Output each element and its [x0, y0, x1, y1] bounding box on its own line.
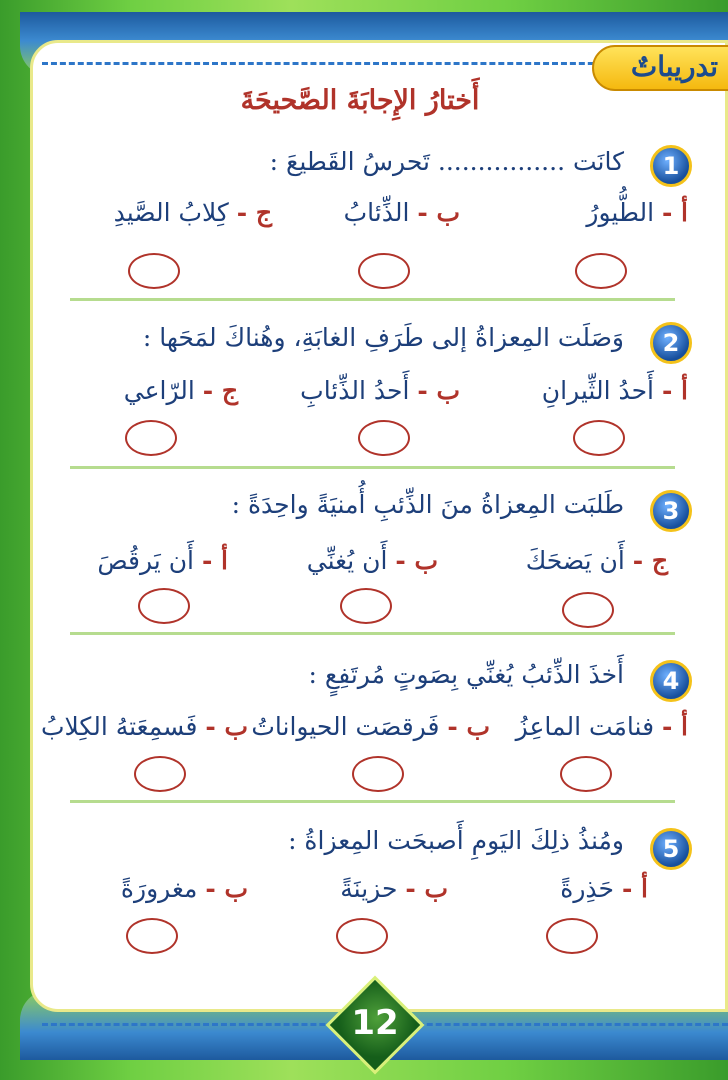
answer-circle[interactable] [562, 592, 614, 628]
q3-option-c[interactable] [526, 546, 668, 575]
answer-circle[interactable] [352, 756, 404, 792]
answer-circle[interactable] [134, 756, 186, 792]
option-text: فَرقصَت الحيواناتُ [251, 712, 440, 741]
page-heading: أَختارُ الإِجابَةَ الصَّحيحَةَ [240, 85, 480, 116]
q4-option-b[interactable] [251, 712, 490, 741]
option-text: كِلابُ الصَّيدِ [113, 198, 229, 227]
q2-option-c[interactable] [124, 376, 238, 405]
exercises-badge: تدريباتٌ [592, 45, 728, 91]
q5-option-a[interactable] [560, 874, 648, 903]
option-text: أَن يَضحَكَ [525, 546, 625, 575]
question-text-5: ومُنذُ ذلِكَ اليَومِ أَصبحَت المِعزاةُ : [288, 826, 624, 855]
q4-option-a[interactable] [516, 712, 688, 741]
q1-option-a[interactable] [586, 198, 688, 227]
answer-circle[interactable] [575, 253, 627, 289]
answer-circle[interactable] [138, 588, 190, 624]
answer-circle[interactable] [573, 420, 625, 456]
answer-circle[interactable] [358, 253, 410, 289]
option-letter: ج - [632, 546, 668, 575]
option-letter: أ - [201, 546, 228, 575]
option-letter: ب - [405, 874, 448, 903]
answer-circle[interactable] [126, 918, 178, 954]
option-letter: أ - [661, 376, 688, 405]
option-letter: ج - [236, 198, 272, 227]
option-text: أَحدُ الذِّئابِ [300, 376, 410, 405]
q5-option-c[interactable] [121, 874, 248, 903]
question-text-4: أَخذَ الذِّئبُ يُغنِّي بِصَوتٍ مُرتَفِعٍ : [308, 660, 624, 689]
worksheet-page [30, 40, 728, 1012]
q3-option-a[interactable] [97, 546, 228, 575]
question-number-3: 3 [650, 490, 692, 532]
answer-circle[interactable] [358, 420, 410, 456]
separator [70, 466, 675, 469]
option-letter: ب - [417, 376, 460, 405]
option-text: حَذِرةً [560, 874, 615, 903]
option-text: مغرورَةً [120, 874, 198, 903]
option-letter: ب - [205, 712, 248, 741]
q1-option-c[interactable] [114, 198, 272, 227]
option-text: أَحدُ الثِّيرانِ [541, 376, 655, 405]
option-letter: أ - [661, 198, 688, 227]
q3-option-b[interactable] [307, 546, 438, 575]
option-letter: ج - [202, 376, 238, 405]
option-text: الطُّيورُ [586, 198, 655, 227]
separator [70, 800, 675, 803]
option-letter: ب - [447, 712, 490, 741]
answer-circle[interactable] [125, 420, 177, 456]
answer-circle[interactable] [560, 756, 612, 792]
question-text-1: كانَت ................ تَحرسُ القَطيعَ : [269, 147, 624, 176]
option-letter: أ - [661, 712, 688, 741]
question-number-5: 5 [650, 828, 692, 870]
q2-option-b[interactable] [300, 376, 460, 405]
page-number: 12 [351, 1003, 399, 1043]
separator [70, 632, 675, 635]
option-text: حزينَةً [340, 874, 398, 903]
answer-circle[interactable] [340, 588, 392, 624]
answer-circle[interactable] [546, 918, 598, 954]
answer-circle[interactable] [336, 918, 388, 954]
option-letter: ب - [417, 198, 460, 227]
q4-option-c[interactable] [41, 712, 248, 741]
question-text-2: وَصَلَت المِعزاةُ إلى طَرَفِ الغابَةِ، وهُناكَ لمَحَها : [142, 323, 624, 352]
separator [70, 298, 675, 301]
question-number-4: 4 [650, 660, 692, 702]
option-text: الذِّئابُ [343, 198, 410, 227]
question-number-1: 1 [650, 145, 692, 187]
option-letter: أ - [621, 874, 648, 903]
option-text: فنامَت الماعِزُ [515, 712, 655, 741]
answer-circle[interactable] [128, 253, 180, 289]
q5-option-b[interactable] [340, 874, 448, 903]
option-letter: ب - [395, 546, 438, 575]
option-text: الرّاعي [123, 376, 195, 405]
q2-option-a[interactable] [542, 376, 688, 405]
option-letter: ب - [205, 874, 248, 903]
q1-option-b[interactable] [344, 198, 460, 227]
question-text-3: طَلبَت المِعزاةُ منَ الذِّئبِ أُمنيَةً واحِدَةً : [231, 490, 624, 519]
option-text: فَسمِعَتهُ الكِلابُ [40, 712, 198, 741]
option-text: أَن يَرقُصَ [97, 546, 195, 575]
question-number-2: 2 [650, 322, 692, 364]
option-text: أَن يُغنِّي [306, 546, 388, 575]
